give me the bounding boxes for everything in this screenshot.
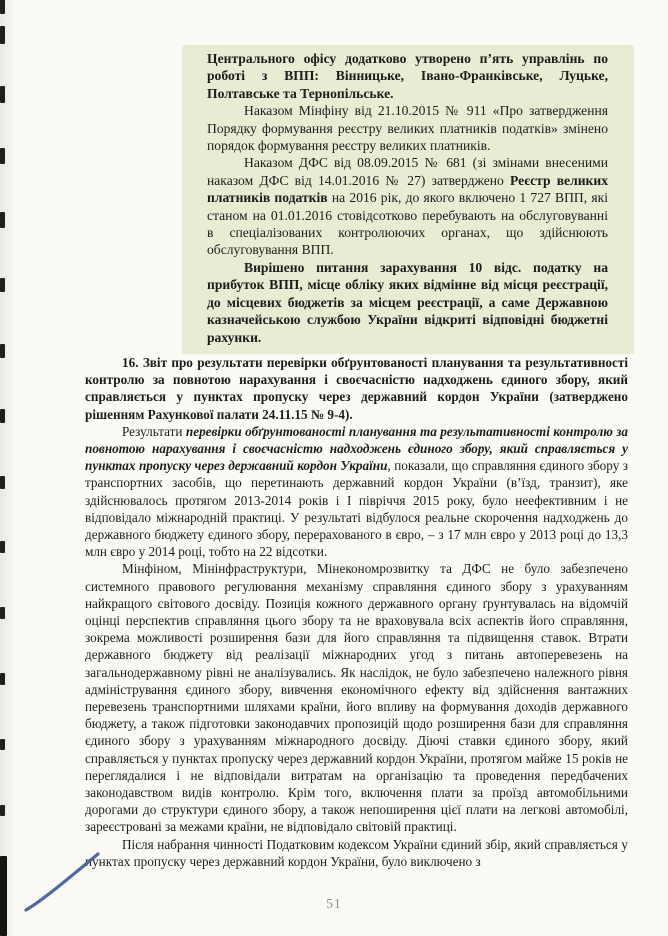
text-segment: Наказом ДФС від 08.09.2015 № 681 (зі змінами внесеними наказом ДФС від 14.01.2016 № 27) затверджено — [207, 155, 608, 188]
scan-mark — [0, 739, 5, 750]
scan-mark — [0, 86, 5, 103]
scan-mark — [0, 344, 5, 358]
scan-mark — [0, 409, 5, 423]
para-results — [85, 423, 628, 561]
text-segment: Реєстр великих платників податків — [207, 172, 608, 206]
text-segment: перевірки обґрунтованості планування та результативності контролю за повнотою нарахування і своєчасністю надходжень єдиного збору, який справляється у пунктах пропуску через державний кордон України — [85, 423, 628, 474]
scan-mark — [0, 148, 5, 164]
para-tax-code: Після набрання чинності Податковим кодексом України єдиний збір, який справляється у пунктах пропуску через державний кордон України, було виключено з — [85, 836, 628, 869]
scan-mark — [0, 212, 5, 228]
scan-mark — [0, 278, 5, 292]
para-order-681 — [207, 154, 608, 258]
para-ministries: Мінфіном, Мінінфраструктури, Мінекономрозвитку та ДФС не було забезпечено системного правового регулювання механізму справляння єдиного збору з урахуванням найкращого світового досвіду. Позиція кожного державного органу ґрунтувалась на відомчій оцінці перспектив справляння цього збору та не враховувала всіх аспектів його справляння, зокрема можливості розширення бази для його справляння та підвищення ставок. Втрати державного бюджету від реалізації міжнародних угод з питань автоперевезень на загальнодержавному рівні не аналізувались. Як наслідок, не було забезпечено належного рівня адміністрування єдиного збору, вивчення економічного ефекту від здійснення вантажних перевезень транспортними шляхами країни, його впливу на формування доходів державного бюджету, а також підготовки законодавчих пропозицій щодо розширення бази для справляння єдиного збору з урахуванням міжнародного досвіду. Діючі ставки єдиного збору, який справляється у пунктах пропуску через державний кордон України, протягом майже 15 років не переглядалися і не відповідали витратам на організацію та проведення передбачених законодавством видів контролю. Крім того, включення плати за проїзд автомобільними дорогами до структури єдиного збору, а також непоширення цієї плати на легкові автомобілі, зареєстровані за межами країни, не відповідало світовій практиці. — [85, 561, 628, 835]
scan-mark — [0, 805, 5, 816]
scan-mark — [0, 673, 5, 685]
para-vpp-offices: Центрального офісу додатково утворено п’ять управлінь по роботі з ВПП: Вінницьке, Івано-Франківське, Луцьке, Полтавське та Тернопільське. — [207, 51, 608, 101]
report-body — [85, 354, 628, 870]
para-order-911: Наказом Мінфіну від 21.10.2015 № 911 «Про затвердження Порядку формування реєстру великих платників податків» змінено порядок формування реєстру великих платників. — [207, 103, 608, 154]
scan-mark — [0, 26, 5, 44]
text-segment: , показали, що справляння єдиного збору з транспортних засобів, що перетинають державний кордон України (в’їзд, транзит), яке здійснювалось протягом 2013-2014 років і І півріччя 2015 року, було неефективним і не відповідало міжнародній практиці. У результаті відбулося реальне скорочення надходжень до державного бюджету єдиного збору, перерахованого в євро, – з 17 млн євро у 2013 році до 13,3 млн євро у 2014 році, тобто на 22 відсотки. — [85, 458, 628, 560]
text-segment: Результати — [122, 423, 186, 439]
text-segment: на 2016 рік, до якого включено 1 727 ВПП, які станом на 01.01.2016 стовідсотково перебувають на обслуговуванні в спеціалізованих контролюючих органах, що здійснюють обслуговування ВПП. — [207, 190, 609, 258]
scan-mark — [0, 541, 5, 553]
para-10-percent: Вирішено питання зарахування 10 відс. податку на прибуток ВПП, місце обліку яких відмінне від місця реєстрації, до місцевих бюджетів за місцем реєстрації, а саме Державною казначейською службою України відкриті відповідні бюджетні рахунки. — [207, 259, 608, 345]
page-number: 51 — [326, 896, 342, 911]
scan-mark — [0, 476, 5, 489]
heading-report-16: 16. Звіт про результати перевірки обґрунтованості планування та результативності контролю за повнотою нарахування і своєчасністю надходжень єдиного збору, який справляється у пунктах пропуску через державний кордон України (затверджено рішенням Рахункової палати 24.11.15 № 9-4). — [85, 355, 628, 422]
highlighted-block — [182, 45, 634, 354]
scan-mark — [0, 0, 5, 14]
scan-mark — [0, 607, 5, 619]
